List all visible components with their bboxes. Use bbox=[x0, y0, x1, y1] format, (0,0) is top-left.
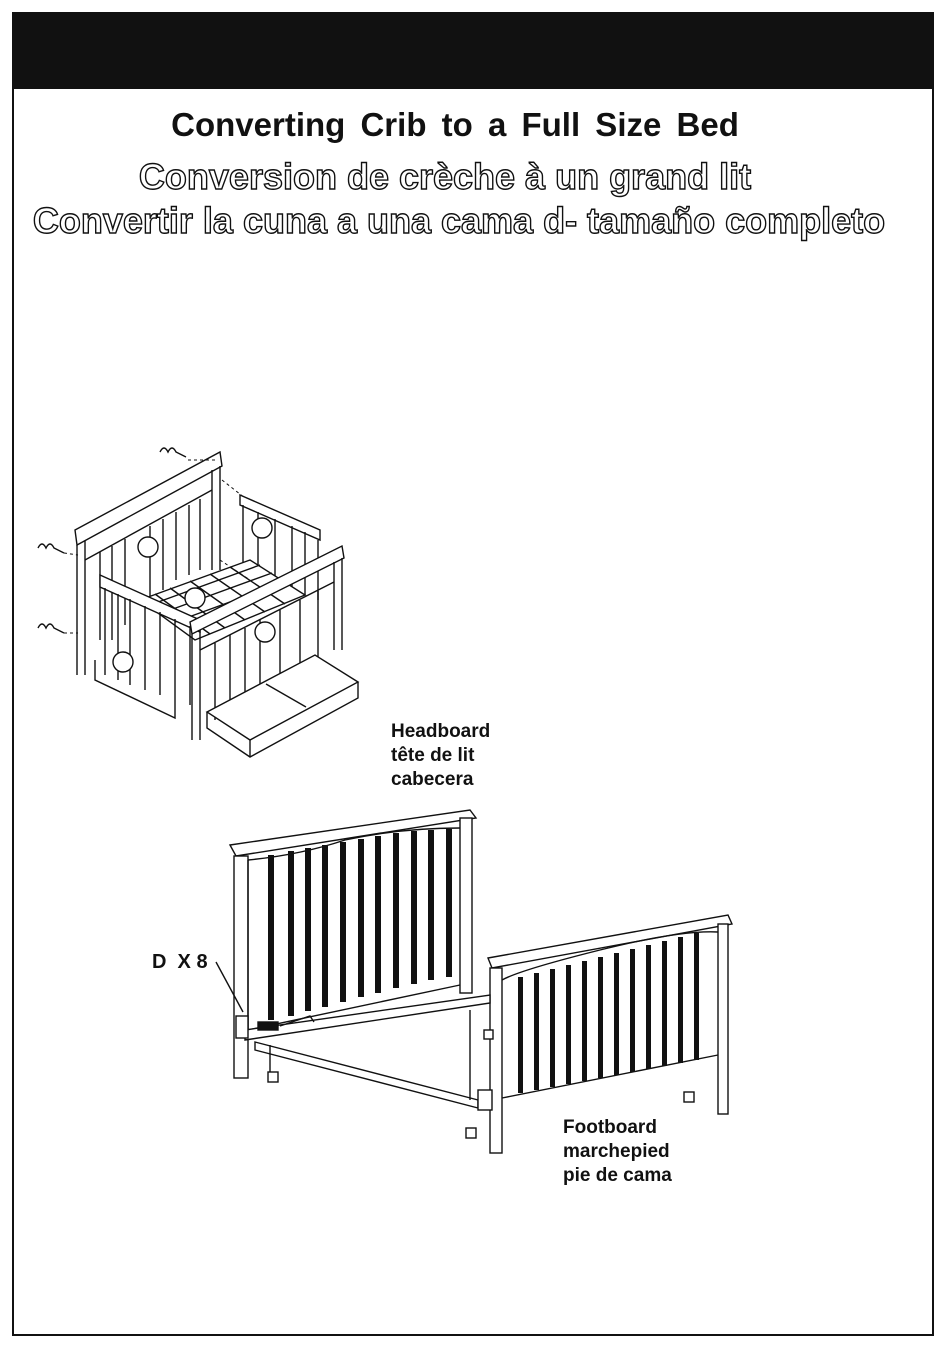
title-spanish: Convertir la cuna a una cama d- tamaño completo bbox=[32, 200, 886, 241]
footboard-label-fr: marchepied bbox=[563, 1141, 670, 1162]
footboard-label-es: pie de cama bbox=[563, 1165, 672, 1186]
title-french: Conversion de crèche à un grand lit bbox=[138, 156, 752, 197]
headboard-label-en: Headboard bbox=[391, 721, 491, 742]
hardware-d-count: D X 8 bbox=[152, 951, 208, 973]
footboard-label bbox=[563, 1116, 672, 1188]
headboard-label bbox=[391, 720, 490, 792]
headboard-label-es: cabecera bbox=[391, 769, 474, 790]
footboard-label-en: Footboard bbox=[563, 1117, 657, 1138]
title-english: Converting Crib to a Full Size Bed bbox=[171, 106, 739, 143]
headboard-label-fr: tête de lit bbox=[391, 745, 475, 766]
